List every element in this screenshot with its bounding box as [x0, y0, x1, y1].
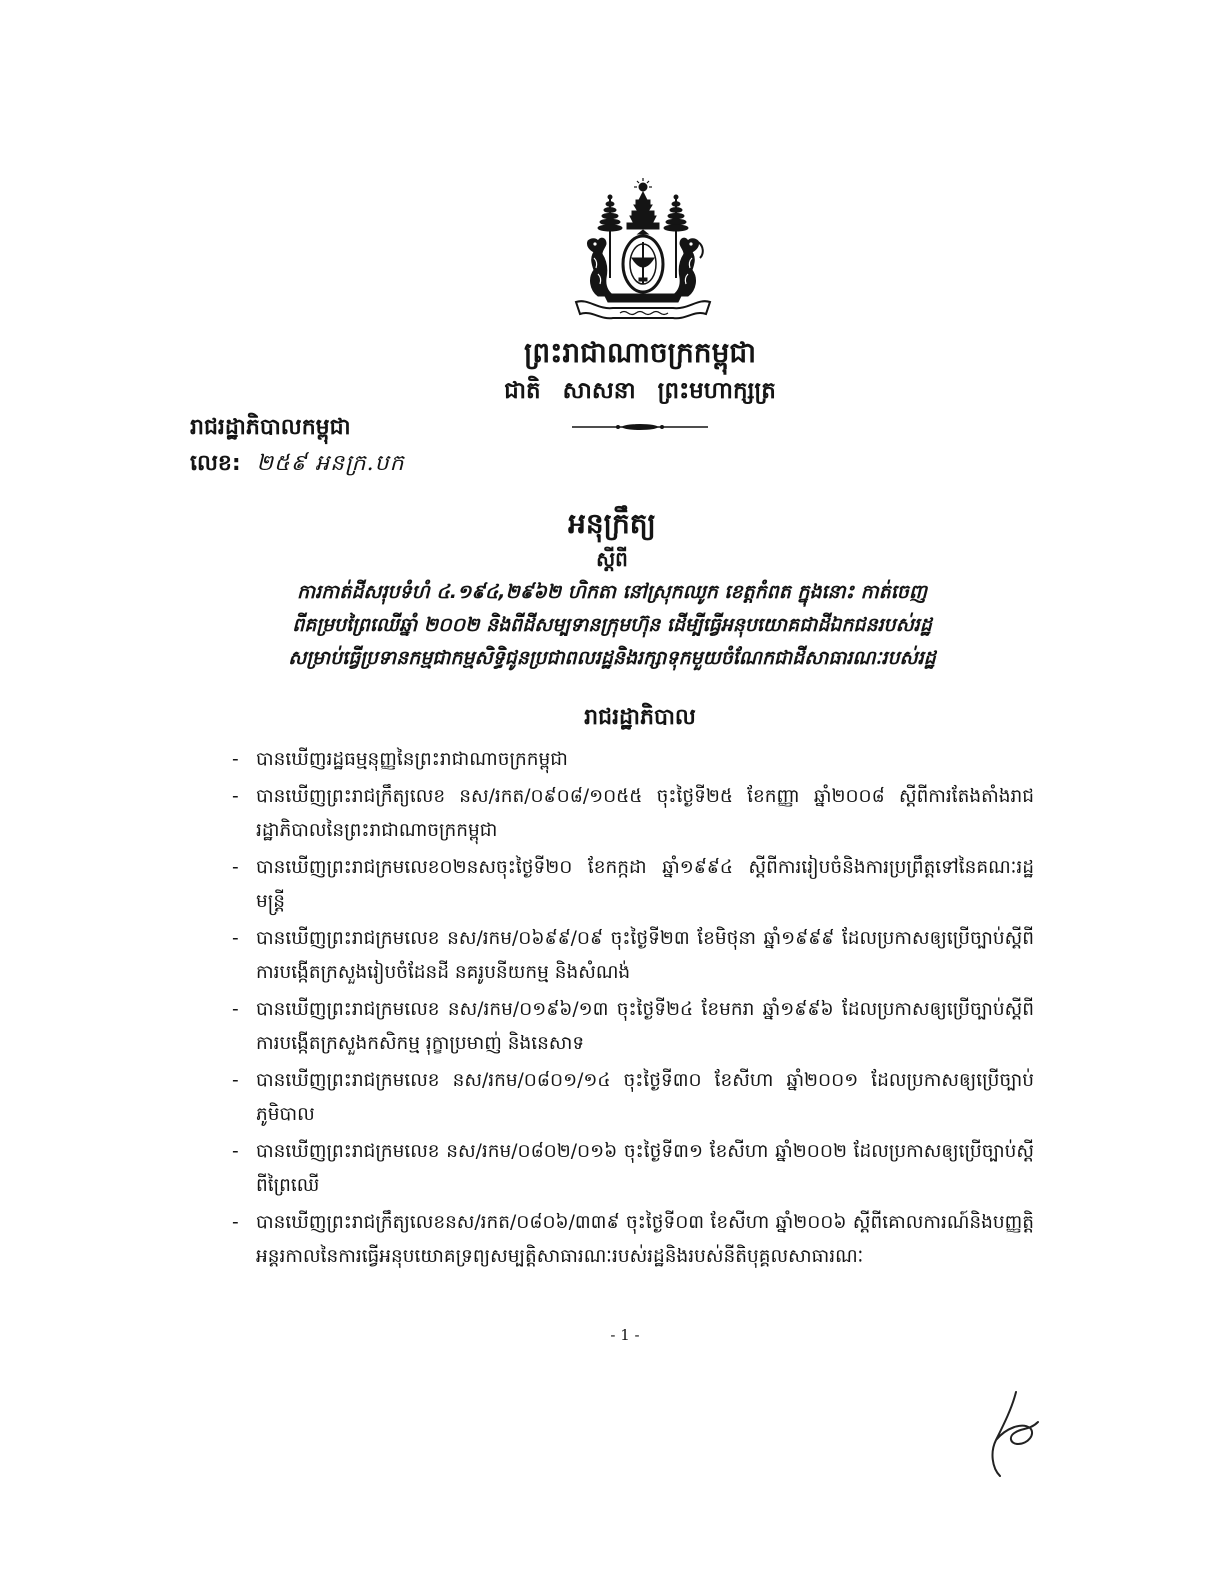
citation-item: [180, 851, 1044, 919]
list-bullet: -: [232, 857, 239, 878]
national-motto: ជាតិ សាសនា ព្រះមហាក្សត្រ: [504, 378, 776, 404]
subject-line: ការកាត់ដីសរុបទំហំ ៤.១៩៤,២៩៦២ ហិកតា នៅស្រុកឈូក ខេត្តកំពត ក្នុងនោះ កាត់ចេញ: [297, 581, 927, 603]
citation-item: [180, 1135, 1044, 1203]
title-on: ស្តីពី: [596, 547, 628, 571]
issuer-name: រាជរដ្ឋាភិបាលកម្ពុជា: [190, 415, 351, 440]
kingdom-heading: ព្រះរាជាណាចក្រកម្ពុជា: [523, 336, 756, 369]
citation-text: បានឃើញព្រះរាជក្រមលេខ នស/រកម/០៨០២/០១៦ ចុះថ្ងៃទី៣១ ខែសីហា ឆ្នាំ២០០២ ដែលប្រកាសឲ្យប្រើច្បាប់ស្តីពីព្រៃឈើ: [256, 1141, 1034, 1196]
citation-text: បានឃើញរដ្ឋធម្មនុញ្ញនៃព្រះរាជាណាចក្រកម្ពុជា: [256, 749, 568, 770]
citation-item: [180, 1206, 1044, 1274]
page-number: - 1 -: [610, 1326, 640, 1344]
handwritten-signature-icon: [982, 1388, 1046, 1480]
citation-item: [180, 1064, 1044, 1132]
citation-item: [180, 743, 1044, 777]
subject-line: ពីគម្របព្រៃឈើឆ្នាំ ២០០២ និងពីដីសម្បទានក្រុមហ៊ុន ដើម្បីធ្វើអនុបយោគជាដីឯកជនរបស់រដ្ឋ: [292, 614, 932, 636]
citation-item: [180, 993, 1044, 1061]
document-number-label: លេខ:: [190, 451, 241, 476]
citation-text: បានឃើញព្រះរាជក្រមលេខ នស/រកម/០៨០១/១៤ ចុះថ្ងៃទី៣០ ខែសីហា ឆ្នាំ២០០១ ដែលប្រកាសឲ្យប្រើច្បាប់ភូមិបាល: [256, 1070, 1034, 1125]
list-bullet: -: [232, 1070, 239, 1091]
ornamental-divider-icon: [572, 421, 708, 433]
list-bullet: -: [232, 1141, 239, 1162]
citation-item: [180, 780, 1044, 848]
document-subject: [180, 576, 1044, 675]
subject-line: សម្រាប់ធ្វើប្រទានកម្មជាកម្មសិទ្ធិជូនប្រជាពលរដ្ឋនិងរក្សាទុកមួយចំណែកជាដីសាធារណៈរបស់រដ្ឋ: [288, 647, 936, 669]
royal-coat-of-arms-icon: [568, 178, 718, 328]
citation-text: បានឃើញព្រះរាជក្រឹត្យលេខនស/រកត/០៨០៦/៣៣៩ ចុះថ្ងៃទី០៣ ខែសីហា ឆ្នាំ២០០៦ ស្តីពីគោលការណ៍និងបញ្ញត្តិអន្តរកាលនៃការធ្វើអនុបយោគទ្រព្យសម្បត្តិសាធារណៈរបស់រដ្ឋនិងរបស់នីតិបុគ្គលសាធារណៈ: [256, 1212, 1034, 1267]
document-number-value: ២៥៩ អនក្រ.បក: [256, 451, 405, 476]
document-body: [180, 504, 1044, 1277]
citation-text: បានឃើញព្រះរាជក្រមលេខ នស/រកម/០១៩៦/១៣ ចុះថ្ងៃទី២៤ ខែមករា ឆ្នាំ១៩៩៦ ដែលប្រកាសឲ្យប្រើច្បាប់ស្តីពីការបង្កើតក្រសួងកសិកម្ម រុក្ខាប្រមាញ់ និងនេសាទ: [256, 999, 1034, 1054]
list-bullet: -: [232, 928, 239, 949]
document-type-title: អនុក្រឹត្យ: [568, 507, 656, 540]
authority-heading: រាជរដ្ឋាភិបាល: [584, 705, 696, 730]
citation-text: បានឃើញព្រះរាជក្រមលេខ នស/រកម/០៦៩៩/០៩ ចុះថ្ងៃទី២៣ ខែមិថុនា ឆ្នាំ១៩៩៩ ដែលប្រកាសឲ្យប្រើច្បាប់ស្តីពីការបង្កើតក្រសួងរៀបចំដែនដី នគរូបនីយកម្ម និងសំណង់: [256, 928, 1034, 983]
list-bullet: -: [232, 999, 239, 1020]
list-bullet: -: [232, 1212, 239, 1233]
list-bullet: -: [232, 786, 239, 807]
document-number: [190, 448, 405, 480]
list-bullet: -: [232, 749, 239, 770]
citation-text: បានឃើញព្រះរាជក្រឹត្យលេខ នស/រកត/០៩០៨/១០៥៥ ចុះថ្ងៃទី២៥ ខែកញ្ញា ឆ្នាំ២០០៨ ស្តីពីការតែងតាំងរាជរដ្ឋាភិបាលនៃព្រះរាជាណាចក្រកម្ពុជា: [256, 786, 1034, 841]
citation-list: [180, 743, 1044, 1274]
citation-text: បានឃើញព្រះរាជក្រមលេខ០២នសចុះថ្ងៃទី២០ ខែកក្កដា ឆ្នាំ១៩៩៤ ស្តីពីការរៀបចំនិងការប្រព្រឹត្តទៅនៃគណៈរដ្ឋមន្ត្រី: [256, 857, 1034, 912]
citation-item: [180, 922, 1044, 990]
